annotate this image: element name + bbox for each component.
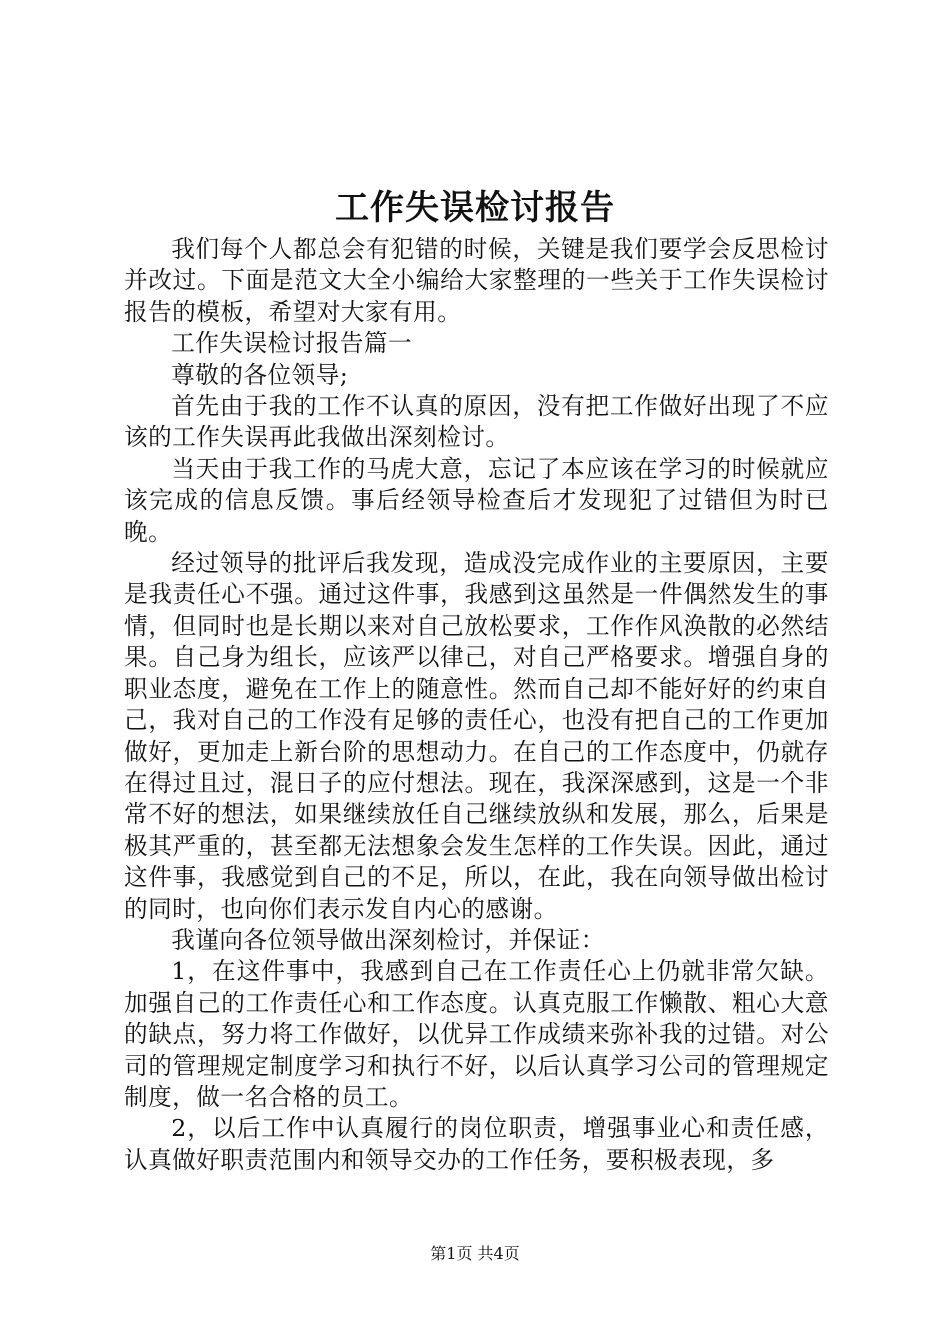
paragraph-pledge-2: 2，以后工作中认真履行的岗位职责，增强事业心和责任感，认真做好职责范围内和领导交办的工作任务，要积极表现，多 bbox=[124, 1114, 829, 1174]
paragraph-pledge-intro: 我谨向各位领导做出深刻检讨，并保证： bbox=[171, 925, 605, 954]
document-body bbox=[124, 234, 829, 1176]
paragraph-salutation: 尊敬的各位领导; bbox=[171, 360, 349, 389]
paragraph-body-1: 首先由于我的工作不认真的原因，没有把工作做好出现了不应该的工作失误再此我做出深刻检讨。 bbox=[124, 392, 829, 452]
paragraph-intro: 我们每个人都总会有犯错的时候，关键是我们要学会反思检讨并改过。下面是范文大全小编给大家整理的一些关于工作失误检讨报告的模板，希望对大家有用。 bbox=[124, 235, 829, 326]
paragraph-body-2: 当天由于我工作的马虎大意，忘记了本应该在学习的时候就应该完成的信息反馈。事后经领导检查后才发现犯了过错但为时已晚。 bbox=[124, 454, 829, 546]
page-footer: 第1页 共4页 bbox=[430, 1244, 520, 1263]
paragraph-body-3: 经过领导的批评后我发现，造成没完成作业的主要原因，主要是我责任心不强。通过这件事，我感到这虽然是一件偶然发生的事情，但同时也是长期以来对自己放松要求，工作作风涣散的必然结果。自己身为组长，应该严以律己，对自己严格要求。增强自身的职业态度，避免在工作上的随意性。然而自己却不能好好的约束自己，我对自己的工作没有足够的责任心，也没有把自己的工作更加做好，更加走上新台阶的思想动力。在自己的工作态度中，仍就存在得过且过，混日子的应付想法。现在，我深深感到，这是一个非常不好的想法，如果继续放任自己继续放纵和发展，那么，后果是极其严重的，甚至都无法想象会发生怎样的工作失误。因此，通过这件事，我感觉到自己的不足，所以，在此，我在向领导做出检讨的同时，也向你们表示发自内心的感谢。 bbox=[124, 549, 829, 923]
document-title: 工作失误检讨报告 bbox=[335, 188, 615, 228]
paragraph-section-heading: 工作失误检讨报告篇一 bbox=[171, 329, 413, 358]
paragraph-pledge-1: 1，在这件事中，我感到自己在工作责任心上仍就非常欠缺。加强自己的工作责任心和工作态度。认真克服工作懒散、粗心大意的缺点，努力将工作做好，以优异工作成绩来弥补我的过错。对公司的管理规定制度学习和执行不好，以后认真学习公司的管理规定制度，做一名合格的员工。 bbox=[124, 957, 829, 1111]
